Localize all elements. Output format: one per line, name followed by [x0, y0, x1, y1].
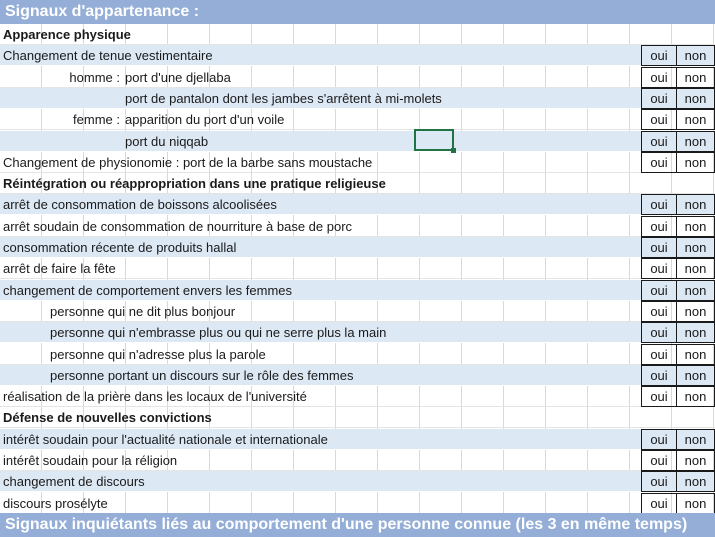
- table-row: [0, 493, 715, 514]
- non-cell[interactable]: non: [676, 301, 715, 322]
- oui-cell[interactable]: oui: [641, 365, 677, 386]
- table-row: [0, 109, 715, 130]
- non-cell[interactable]: non: [676, 152, 715, 173]
- oui-cell[interactable]: oui: [641, 131, 677, 152]
- non-cell[interactable]: non: [676, 194, 715, 215]
- oui-cell[interactable]: oui: [641, 45, 677, 66]
- table-row: [0, 386, 715, 407]
- oui-cell[interactable]: oui: [641, 88, 677, 109]
- table-row: [0, 450, 715, 471]
- non-cell[interactable]: non: [676, 322, 715, 343]
- table-row: [0, 24, 715, 45]
- row-text: port du niqqab: [125, 134, 209, 149]
- table-row: [0, 67, 715, 88]
- table-row: [0, 88, 715, 109]
- section-header-top: Signaux d'appartenance :: [0, 0, 715, 24]
- table-row: [0, 152, 715, 173]
- non-cell[interactable]: non: [676, 493, 715, 514]
- row-text: personne qui n'adresse plus la parole: [50, 347, 266, 362]
- table-row: [0, 429, 715, 450]
- row-label: homme :: [69, 70, 120, 85]
- table-row: [0, 258, 715, 279]
- non-cell[interactable]: non: [676, 45, 715, 66]
- oui-cell[interactable]: oui: [641, 280, 677, 301]
- row-text: changement de discours: [3, 474, 145, 489]
- table-row: [0, 45, 715, 66]
- oui-cell[interactable]: oui: [641, 109, 677, 130]
- non-cell[interactable]: non: [676, 471, 715, 492]
- row-text: personne qui n'embrasse plus ou qui ne serre plus la main: [50, 325, 387, 340]
- row-text: Changement de tenue vestimentaire: [3, 48, 213, 63]
- row-text: consommation récente de produits hallal: [3, 240, 237, 255]
- row-text: Changement de physionomie : port de la barbe sans moustache: [3, 155, 373, 170]
- table-row: [0, 344, 715, 365]
- row-text: arrêt de consommation de boissons alcoolisées: [3, 197, 277, 212]
- non-cell[interactable]: non: [676, 131, 715, 152]
- row-text: arrêt de faire la fête: [3, 261, 116, 276]
- section-header-bottom: Signaux inquiétants liés au comportement d'une personne connue (les 3 en même temps): [0, 513, 715, 537]
- non-cell[interactable]: non: [676, 386, 715, 407]
- row-label: femme :: [73, 112, 120, 127]
- section-title: Apparence physique: [3, 27, 131, 42]
- non-cell[interactable]: non: [676, 365, 715, 386]
- oui-cell[interactable]: oui: [641, 152, 677, 173]
- oui-cell[interactable]: oui: [641, 322, 677, 343]
- oui-cell[interactable]: oui: [641, 386, 677, 407]
- row-text: arrêt soudain de consommation de nourriture à base de porc: [3, 219, 353, 234]
- non-cell[interactable]: non: [676, 88, 715, 109]
- non-cell[interactable]: non: [676, 237, 715, 258]
- oui-cell[interactable]: oui: [641, 258, 677, 279]
- row-text: apparition du port d'un voile: [125, 112, 285, 127]
- row-text: port d'une djellaba: [125, 70, 231, 85]
- section-title: Réintégration ou réappropriation dans une pratique religieuse: [3, 176, 386, 191]
- row-text: port de pantalon dont les jambes s'arrêtent à mi-molets: [125, 91, 442, 106]
- table-row: [0, 131, 715, 152]
- row-text: intérêt soudain pour l'actualité nationale et internationale: [3, 432, 328, 447]
- oui-cell[interactable]: oui: [641, 237, 677, 258]
- table-row: [0, 365, 715, 386]
- oui-cell[interactable]: oui: [641, 493, 677, 514]
- row-text: personne portant un discours sur le rôle des femmes: [50, 368, 354, 383]
- selected-cell[interactable]: [414, 129, 454, 151]
- row-text: changement de comportement envers les femmes: [3, 283, 293, 298]
- oui-cell[interactable]: oui: [641, 471, 677, 492]
- row-text: discours prosélyte: [3, 496, 108, 511]
- non-cell[interactable]: non: [676, 258, 715, 279]
- table-row: [0, 194, 715, 215]
- oui-cell[interactable]: oui: [641, 450, 677, 471]
- table-row: [0, 471, 715, 492]
- table-row: [0, 322, 715, 343]
- table-row: [0, 407, 715, 428]
- row-text: intérêt soudain pour la réligion: [3, 453, 178, 468]
- section-title: Défense de nouvelles convictions: [3, 410, 212, 425]
- table-row: [0, 237, 715, 258]
- table-row: [0, 280, 715, 301]
- oui-cell[interactable]: oui: [641, 67, 677, 88]
- non-cell[interactable]: non: [676, 216, 715, 237]
- table-row: [0, 173, 715, 194]
- oui-cell[interactable]: oui: [641, 344, 677, 365]
- non-cell[interactable]: non: [676, 429, 715, 450]
- oui-cell[interactable]: oui: [641, 301, 677, 322]
- oui-cell[interactable]: oui: [641, 194, 677, 215]
- non-cell[interactable]: non: [676, 109, 715, 130]
- table-row: [0, 216, 715, 237]
- table-row: [0, 301, 715, 322]
- non-cell[interactable]: non: [676, 280, 715, 301]
- row-text: réalisation de la prière dans les locaux de l'université: [3, 389, 307, 404]
- oui-cell[interactable]: oui: [641, 429, 677, 450]
- non-cell[interactable]: non: [676, 344, 715, 365]
- non-cell[interactable]: non: [676, 67, 715, 88]
- row-text: personne qui ne dit plus bonjour: [50, 304, 236, 319]
- non-cell[interactable]: non: [676, 450, 715, 471]
- oui-cell[interactable]: oui: [641, 216, 677, 237]
